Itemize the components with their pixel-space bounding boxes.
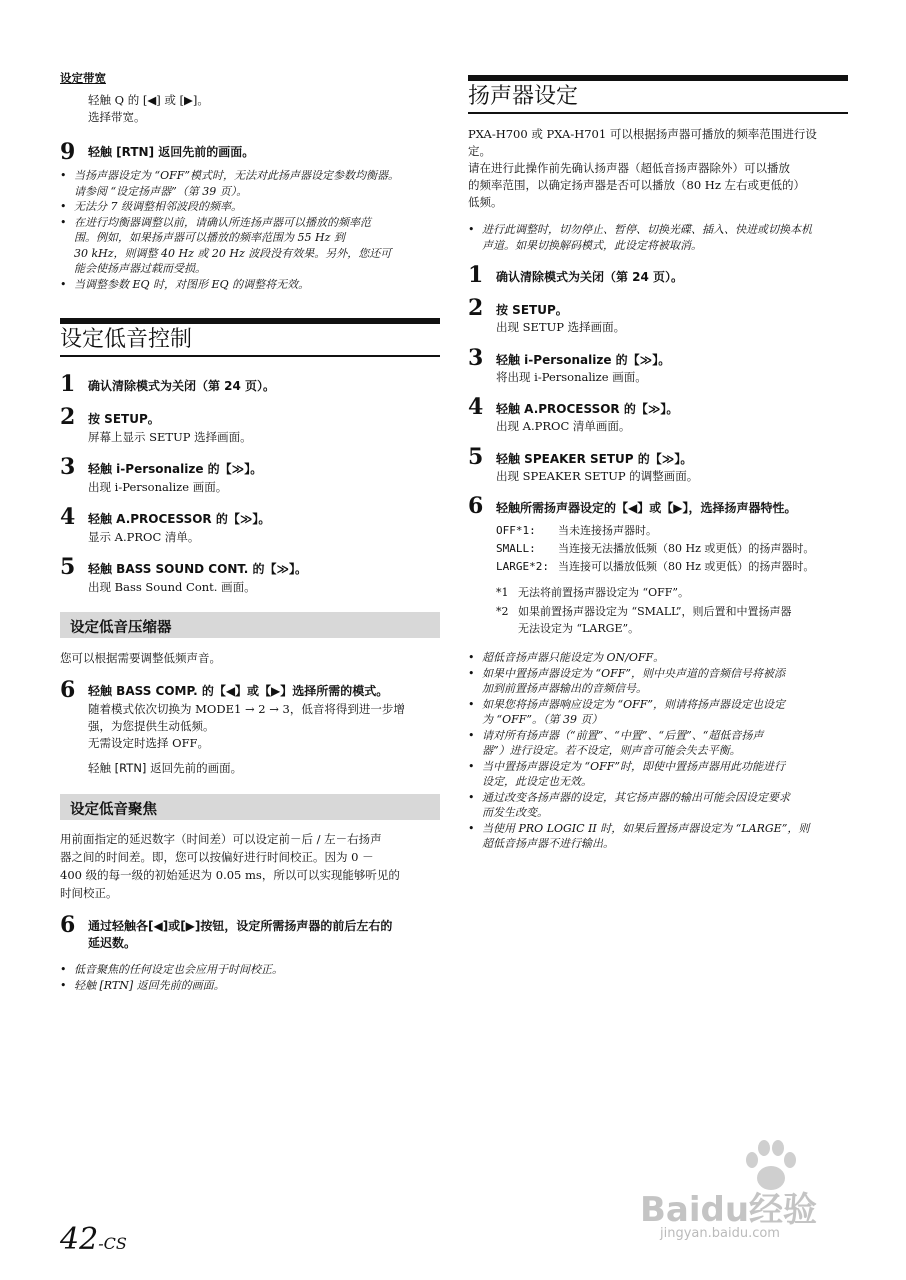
note-line: 当使用 PRO LOGIC II 时，如果后置扬声器设定为 “LARGE”，则 [482, 821, 810, 835]
step-title: 轻触 BASS SOUND CONT. 的【≫】。 [88, 562, 308, 576]
note-line: 无法分 7 级调整相邻波段的频率。 [74, 200, 242, 213]
step-number: 5 [60, 554, 76, 580]
section-title: 设定低音控制 [60, 327, 193, 352]
subsection-intro: 400 级的每一级的初始延迟为 0.05 ms，所以可以实现能够听见的 [60, 868, 400, 882]
note-line: 当中置扬声器设定为 “OFF”时，即使中置扬声器用此功能进行 [482, 759, 786, 773]
option-desc: 当连接无法播放低频（80 Hz 或更低）的扬声器时。 [558, 542, 815, 555]
bandwidth-line: 轻触 Q 的 [◀] 或 [▶]。 [88, 93, 209, 107]
note-line: 而发生改变。 [482, 806, 548, 819]
step-number: 1 [60, 371, 76, 397]
note-line: 加到前置扬声器输出的音频信号。 [482, 682, 647, 695]
section-intro: 定。 [468, 144, 491, 158]
section-intro: PXA-H700 或 PXA-H701 可以根据扬声器可播放的频率范围进行设 [468, 127, 817, 141]
step-title: 确认清除模式为关闭（第 24 页）。 [496, 270, 684, 284]
note-list [60, 168, 440, 292]
note-item: • 如果您将扬声器响应设定为 “OFF”，则请将扬声器设定也设定 为 “OFF”。（第 39 页） [468, 697, 786, 726]
option-key: LARGE*2: [496, 560, 549, 573]
note-line: 在进行均衡器调整以前，请确认所连扬声器可以播放的频率范 [74, 215, 371, 229]
section-rule [60, 318, 440, 324]
step-desc: 强，为您提供生动低频。 [88, 719, 215, 733]
watermark-url: jingyan.baidu.com [660, 1226, 780, 1241]
step-title: 轻触 [RTN] 返回先前的画面。 [88, 145, 255, 159]
step-desc: 屏幕上显示 SETUP 选择画面。 [88, 430, 252, 444]
note-line: 为 “OFF”。（第 39 页） [482, 713, 603, 726]
subsection-intro: 器之间的时间差。即，您可以按偏好进行时间校正。因为 0 － [60, 850, 374, 864]
note-item: • 在进行均衡器调整以前，请确认所连扬声器可以播放的频率范 围。例如，如果扬声器可以播放的频率范围为 55 Hz 到 30 kHz，则调整 40 Hz 或 20 Hz 波段没有效果。另外，您还可 能会使扬声器过载而受损。 [60, 215, 392, 275]
step-title: 按 SETUP。 [496, 303, 568, 317]
section-rule [468, 112, 848, 114]
note-line: 进行此调整时，切勿停止、暂停、切换光碟、插入、快进或切换本机 [482, 223, 812, 236]
subsection-title: 设定低音聚焦 [70, 802, 157, 818]
step-desc: 出现 i-Personalize 画面。 [88, 480, 228, 494]
step-title: 延迟数。 [88, 936, 137, 950]
option-key: OFF*1: [496, 524, 536, 537]
section-intro: 的频率范围，以确定扬声器是否可以播放（80 Hz 左右或更低的） [468, 178, 806, 192]
subsection-bar [60, 794, 440, 820]
note-item: • 无法分 7 级调整相邻波段的频率。 [60, 200, 242, 213]
step-number: 9 [60, 139, 76, 165]
page-number-value: 42 [60, 1222, 99, 1257]
subsection-title: 设定低音压缩器 [70, 620, 172, 636]
page-number-suffix: -CS [98, 1234, 127, 1253]
step-desc: 轻触 [RTN] 返回先前的画面。 [88, 761, 243, 775]
subsection-intro: 您可以根据需要调整低频声音。 [60, 651, 221, 665]
note-list [468, 650, 848, 852]
step-desc: 出现 SETUP 选择画面。 [496, 320, 626, 334]
note-line: 超低音扬声器只能设定为 ON/OFF。 [482, 651, 665, 664]
note-line: 器”）进行设定。若不设定，则声音可能会失去平衡。 [482, 744, 741, 757]
step-number: 1 [468, 262, 484, 288]
note-line: 如果中置扬声器设定为 “OFF”，则中央声道的音频信号将被添 [482, 666, 786, 680]
note-item: • 低音聚焦的任何设定也会应用于时间校正。 [60, 963, 283, 976]
note-line: 超低音扬声器不进行输出。 [482, 837, 614, 850]
step-title: 确认清除模式为关闭（第 24 页）。 [88, 379, 276, 393]
note-item: • 轻触 [RTN] 返回先前的画面。 [60, 978, 225, 992]
step-desc: 将出现 i-Personalize 画面。 [496, 370, 647, 384]
note-line: 如果您将扬声器响应设定为 “OFF”，则请将扬声器设定也设定 [482, 697, 786, 711]
step-title: 轻触 SPEAKER SETUP 的【≫】。 [496, 452, 693, 466]
option-desc: 当连接可以播放低频（80 Hz 或更低）的扬声器时。 [558, 560, 815, 573]
note-line: 通过改变各扬声器的设定，其它扬声器的输出可能会因设定要求 [482, 790, 790, 804]
bandwidth-line: 选择带宽。 [88, 110, 146, 124]
step-title: 按 SETUP。 [88, 412, 160, 426]
section-intro: 请在进行此操作前先确认扬声器（超低音扬声器除外）可以播放 [468, 161, 790, 175]
step-desc: 出现 SPEAKER SETUP 的调整画面。 [496, 469, 699, 483]
step-title: 轻触 A.PROCESSOR 的【≫】。 [496, 402, 679, 416]
subsection-intro: 用前面指定的延迟数字（时间差）可以设定前－后 / 左－右扬声 [60, 832, 382, 846]
footnote-mark: *1 [496, 586, 509, 599]
step-desc: 无需设定时选择 OFF。 [88, 736, 210, 750]
note-item: • 当调整参数 EQ 时，对图形 EQ 的调整将无效。 [60, 277, 310, 291]
step-number: 3 [60, 454, 76, 480]
note-line: 声道。如果切换解码模式，此设定将被取消。 [482, 238, 702, 252]
step-number: 6 [468, 493, 484, 519]
note-list [468, 222, 848, 253]
note-item: • 超低音扬声器只能设定为 ON/OFF。 [468, 651, 665, 664]
note-item: • 当使用 PRO LOGIC II 时，如果后置扬声器设定为 “LARGE”，则 超低音扬声器不进行输出。 [468, 821, 810, 850]
step-number: 5 [468, 444, 484, 470]
note-item: • 当扬声器设定为 “OFF”模式时，无法对此扬声器设定参数均衡器。 请参阅 “设定扬声器”（第 39 页）。 [60, 169, 400, 198]
step-number: 6 [60, 912, 76, 938]
note-item: • 进行此调整时，切勿停止、暂停、切换光碟、插入、快进或切换本机 声道。如果切换解码模式，此设定将被取消。 [468, 223, 812, 252]
step-desc: 出现 A.PROC 清单画面。 [496, 419, 631, 433]
step-number: 4 [468, 394, 484, 420]
section-rule [468, 75, 848, 81]
step-title: 轻触 BASS COMP. 的【◀】或【▶】选择所需的模式。 [88, 684, 389, 698]
step-number: 2 [60, 404, 76, 430]
footnote-line: 无法设定为 “LARGE”。 [518, 622, 640, 635]
step-number: 3 [468, 345, 484, 371]
note-line: 请对所有扬声器（“前置”、“中置”、“后置”、“超低音扬声 [482, 728, 764, 742]
note-line: 当扬声器设定为 “OFF”模式时，无法对此扬声器设定参数均衡器。 [74, 169, 400, 182]
subsection-bar [60, 612, 440, 638]
page-number [60, 1222, 127, 1257]
section-title: 扬声器设定 [468, 84, 579, 109]
step-title: 轻触 i-Personalize 的【≫】。 [88, 462, 263, 476]
note-item: • 当中置扬声器设定为 “OFF”时，即使中置扬声器用此功能进行 设定，此设定也无效。 [468, 759, 786, 788]
note-line: 设定，此设定也无效。 [482, 775, 592, 788]
step-title: 轻触 A.PROCESSOR 的【≫】。 [88, 512, 271, 526]
step-desc: 出现 Bass Sound Cont. 画面。 [88, 580, 256, 594]
option-key: SMALL: [496, 542, 536, 555]
note-line: 轻触 [RTN] 返回先前的画面。 [74, 978, 225, 992]
note-line: 请参阅 “设定扬声器”（第 39 页）。 [74, 184, 248, 198]
step-title: 轻触所需扬声器设定的【◀】或【▶】，选择扬声器特性。 [496, 501, 797, 515]
step-desc: 显示 A.PROC 清单。 [88, 530, 200, 544]
note-line: 低音聚焦的任何设定也会应用于时间校正。 [74, 963, 283, 976]
note-line: 围。例如，如果扬声器可以播放的频率范围为 55 Hz 到 [74, 231, 345, 244]
footnote-line: 如果前置扬声器设定为 “SMALL”，则后置和中置扬声器 [518, 605, 792, 618]
step-number: 4 [60, 504, 76, 530]
watermark-brand: Baidu经验 [640, 1190, 818, 1230]
option-desc: 当未连接扬声器时。 [558, 524, 657, 537]
step-title: 通过轻触各[◀]或[▶]按钮，设定所需扬声器的前后左右的 [88, 919, 393, 933]
note-list [60, 962, 440, 993]
note-item: • 如果中置扬声器设定为 “OFF”，则中央声道的音频信号将被添 加到前置扬声器输出的音频信号。 [468, 666, 786, 695]
note-line: 能会使扬声器过载而受损。 [74, 262, 206, 275]
note-item: • 通过改变各扬声器的设定，其它扬声器的输出可能会因设定要求 而发生改变。 [468, 790, 790, 819]
subsection-intro: 时间校正。 [60, 886, 118, 900]
note-line: 当调整参数 EQ 时，对图形 EQ 的调整将无效。 [74, 277, 310, 291]
step-number: 6 [60, 677, 76, 703]
step-number: 2 [468, 295, 484, 321]
footnote-mark: *2 [496, 605, 509, 618]
section-intro: 低频。 [468, 195, 503, 209]
note-item: • 请对所有扬声器（“前置”、“中置”、“后置”、“超低音扬声 器”）进行设定。若不设定，则声音可能会失去平衡。 [468, 728, 764, 757]
step-desc: 随着模式依次切换为 MODE1 → 2 → 3，低音将得到进一步增 [88, 702, 405, 716]
step-title: 轻触 i-Personalize 的【≫】。 [496, 353, 671, 367]
section-rule [60, 355, 440, 357]
footnote-line: 无法将前置扬声器设定为 “OFF”。 [518, 586, 690, 599]
note-line: 30 kHz，则调整 40 Hz 或 20 Hz 波段没有效果。另外，您还可 [74, 246, 392, 260]
bandwidth-heading: 设定带宽 [60, 71, 106, 85]
